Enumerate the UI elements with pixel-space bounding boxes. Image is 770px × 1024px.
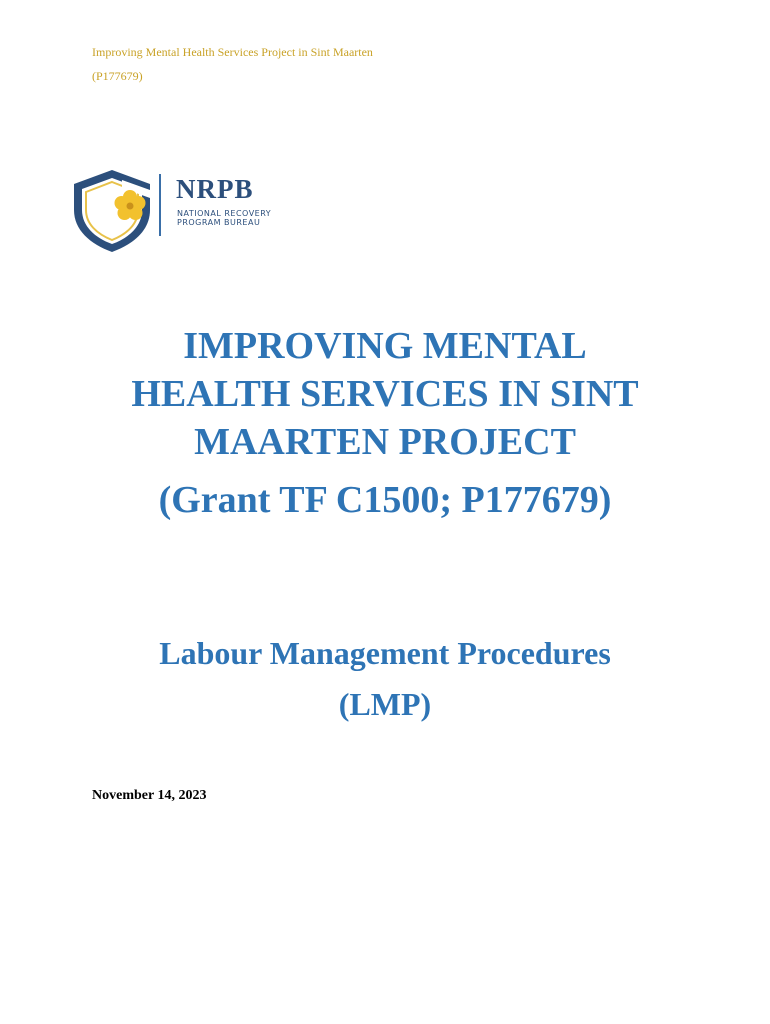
document-grant-reference: (Grant TF C1500; P177679) bbox=[158, 479, 612, 521]
document-subtitle-line1: Labour Management Procedures bbox=[159, 635, 611, 671]
logo-subtitle-line1: NATIONAL RECOVERY bbox=[177, 209, 272, 218]
document-title-line2: HEALTH SERVICES IN SINT bbox=[131, 373, 639, 415]
document-date: November 14, 2023 bbox=[92, 788, 207, 803]
logo-acronym: NRPB bbox=[176, 174, 254, 204]
document-title-line3: MAARTEN PROJECT bbox=[194, 421, 576, 463]
document-title-line1: IMPROVING MENTAL bbox=[183, 325, 587, 367]
nrpb-logo bbox=[70, 168, 310, 254]
logo-divider bbox=[159, 174, 161, 236]
running-header-title: Improving Mental Health Services Project in Sint Maarten bbox=[92, 45, 373, 59]
running-header-project-id: (P177679) bbox=[92, 69, 143, 83]
shield-flower-icon bbox=[70, 168, 154, 254]
document-subtitle-line2: (LMP) bbox=[338, 686, 432, 722]
logo-subtitle-line2: PROGRAM BUREAU bbox=[177, 218, 261, 227]
